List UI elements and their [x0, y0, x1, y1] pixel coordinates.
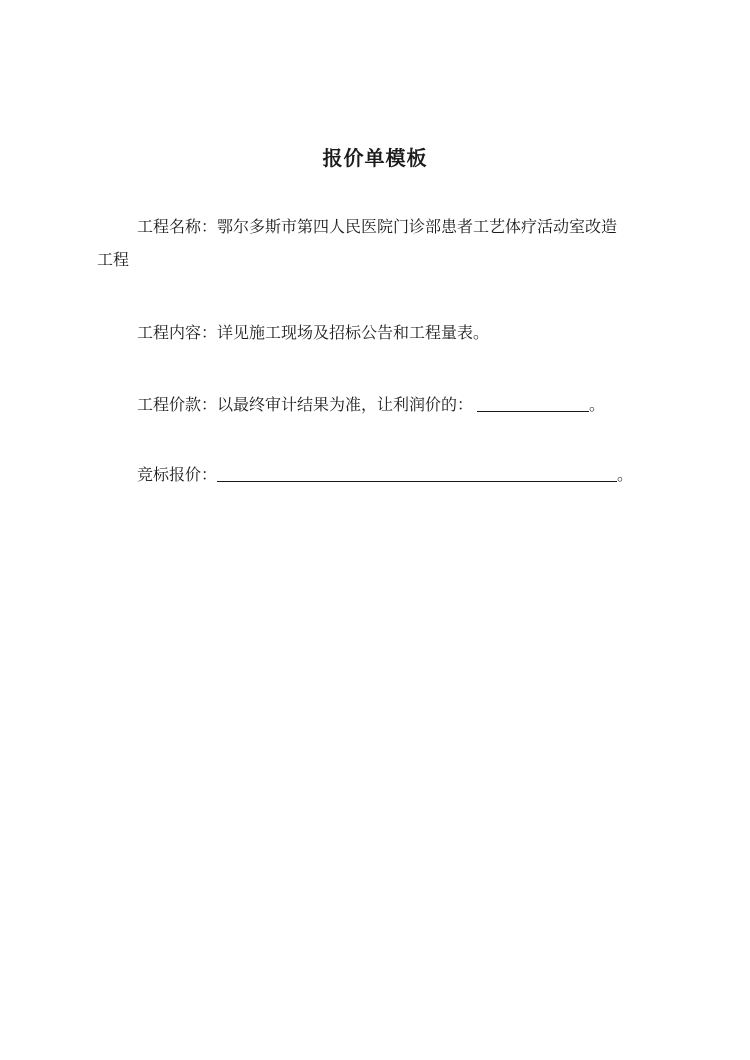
- project-price-line: [137, 390, 605, 420]
- project-content-line: [137, 318, 489, 348]
- bid-price-line: [137, 460, 633, 490]
- document-title: 报价单模板: [322, 146, 428, 170]
- project-price-end: 。: [589, 395, 606, 414]
- bid-price-label: 竞标报价：: [137, 465, 218, 484]
- project-price-value: 以最终审计结果为准，让利润价的：: [217, 395, 474, 414]
- project-name-line: [137, 212, 617, 242]
- discount-blank-field[interactable]: [477, 393, 589, 412]
- bid-price-blank-field[interactable]: [217, 463, 617, 482]
- project-name-value: 鄂尔多斯市第四人民医院门诊部患者工艺体疗活动室改造: [217, 217, 618, 236]
- project-content-value: 详见施工现场及招标公告和工程量表。: [217, 323, 490, 342]
- project-content-label: 工程内容：: [137, 323, 218, 342]
- project-price-label: 工程价款：: [137, 395, 218, 414]
- project-name-continuation: 工程: [97, 250, 130, 269]
- bid-price-end: 。: [617, 465, 634, 484]
- project-name-label: 工程名称：: [137, 217, 218, 236]
